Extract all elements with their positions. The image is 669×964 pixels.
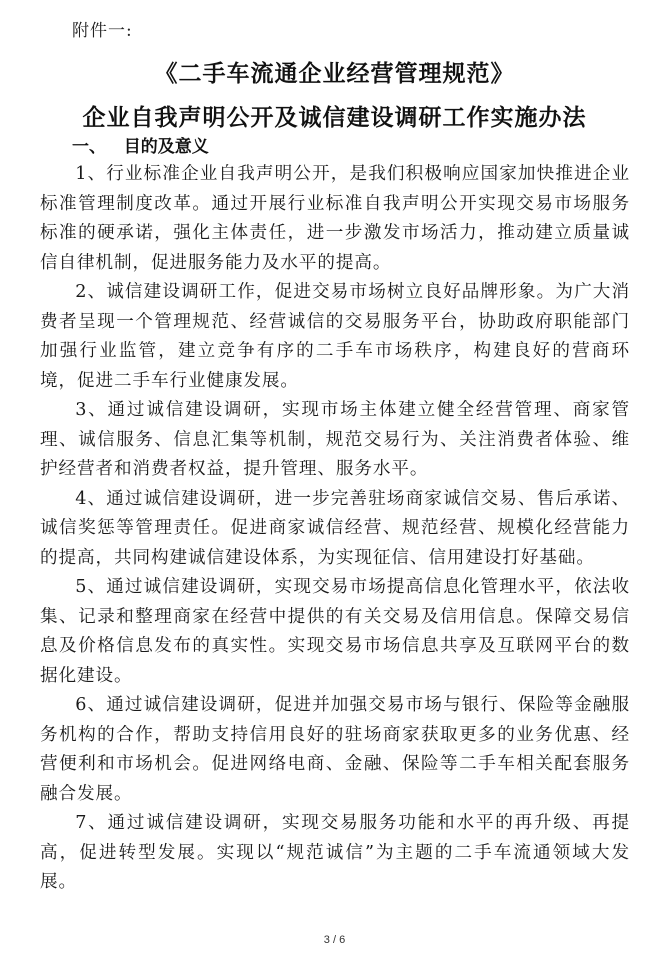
- paragraph-5: 5、通过诚信建设调研，实现交易市场提高信息化管理水平，依法收集、记录和整理商家在经营中提供的有关交易及信用信息。保障交易信息及价格信息发布的真实性。实现交易市场信息共享及互联网平台的数据化建设。: [40, 577, 630, 686]
- document-subtitle: 企业自我声明公开及诚信建设调研工作实施办法: [82, 105, 587, 131]
- paragraph-2: 2、诚信建设调研工作，促进交易市场树立良好品牌形象。为广大消费者呈现一个管理规范、经营诚信的交易服务平台，协助政府职能部门加强行业监管，建立竞争有序的二手车市场秩序，构建良好的营商环境，促进二手车行业健康发展。: [40, 282, 630, 391]
- attachment-label: 附件一:: [72, 21, 133, 41]
- paragraph-6: 6、通过诚信建设调研，促进并加强交易市场与银行、保险等金融服务机构的合作，帮助支持信用良好的驻场商家获取更多的业务优惠、经营便利和市场机会。促进网络电商、金融、保险等二手车相关配套服务融合发展。: [40, 695, 630, 804]
- document-title: 《二手车流通企业经营管理规范》: [154, 61, 515, 87]
- body-text: [40, 160, 630, 898]
- page-number: 3 / 6: [323, 934, 346, 946]
- paragraph-7: 7、通过诚信建设调研，实现交易服务功能和水平的再升级、再提高，促进转型发展。实现以“规范诚信”为主题的二手车流通领域大发展。: [40, 813, 630, 892]
- paragraph-4: 4、通过诚信建设调研，进一步完善驻场商家诚信交易、售后承诺、诚信奖惩等管理责任。促进商家诚信经营、规范经营、规模化经营能力的提高，共同构建诚信建设体系，为实现征信、信用建设打好基础。: [40, 488, 630, 568]
- section-heading: 一、 目的及意义: [72, 137, 209, 157]
- paragraph-3: 3、通过诚信建设调研，实现市场主体建立健全经营管理、商家管理、诚信服务、信息汇集等机制，规范交易行为、关注消费者体验、维护经营者和消费者权益，提升管理、服务水平。: [40, 400, 630, 479]
- paragraph-1: 1、行业标准企业自我声明公开，是我们积极响应国家加快推进企业标准管理制度改革。通过开展行业标准自我声明公开实现交易市场服务标准的硬承诺，强化主体责任，进一步激发市场活力，推动建立质量诚信自律机制，促进服务能力及水平的提高。: [40, 164, 630, 273]
